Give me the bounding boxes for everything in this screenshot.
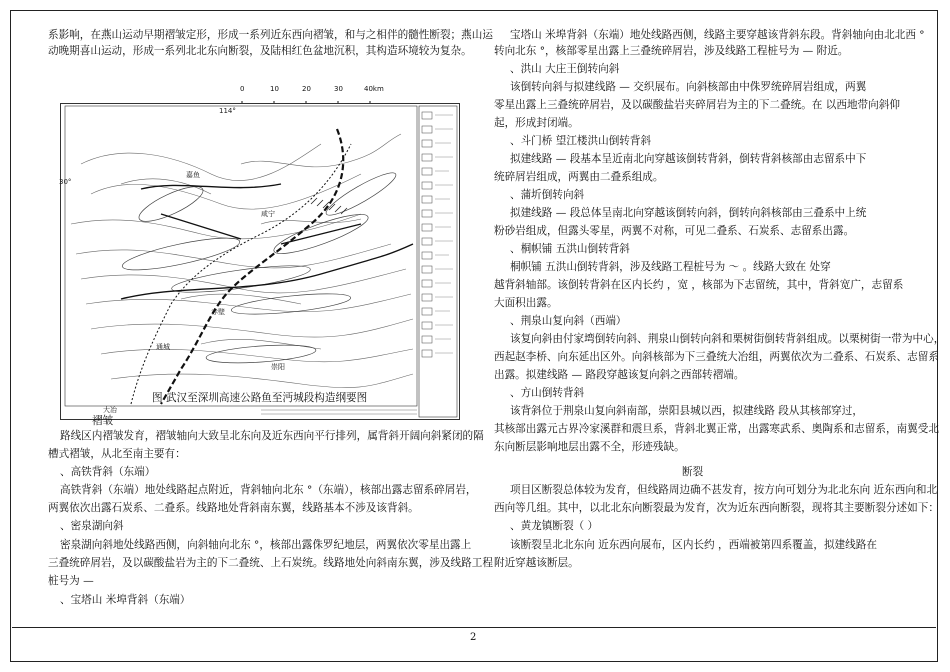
place-label: 通城 bbox=[156, 343, 170, 351]
place-label: 咸宁 bbox=[261, 210, 275, 218]
text-line: 项目区断裂总体较为发育，但线路周边确不甚发育，按方向可划分为北北东向 近东西向和北 bbox=[510, 484, 938, 496]
text-line: 三叠统碎屑岩，及以碳酸盐岩为主的下二叠统、上石炭统。线路地处向斜南东翼，涉及线路工程 bbox=[48, 557, 493, 569]
text-line: 粉砂岩组成，但露头零星，两翼不对称，可见二叠系、石炭系、志留系出露。 bbox=[494, 225, 855, 237]
text-line: 路线区内褶皱发育，褶皱轴向大致呈北东向及近东西向平行排列，属背斜开阔向斜紧闭的隔 bbox=[60, 430, 484, 442]
text-line: 起，形成封闭端。 bbox=[494, 117, 579, 129]
place-label: 嘉鱼 bbox=[186, 171, 200, 179]
text-line: 拟建线路 — 段总体呈南北向穿越该倒转向斜，倒转向斜核部由三叠系中上统 bbox=[510, 207, 867, 219]
scale-label: 10 bbox=[270, 85, 279, 93]
subheading: 、斗门桥 望江楼洪山倒转背斜 bbox=[510, 135, 652, 147]
text-line: 该背斜位于荆泉山复向斜南部，崇阳县城以西，拟建线路 段从其核部穿过， bbox=[510, 405, 863, 417]
subheading: 、黄龙镇断裂（ ） bbox=[510, 520, 599, 532]
text-line: 密泉湖向斜地处线路西侧，向斜轴向北东 °，核部出露侏罗纪地层，两翼依次零星出露上 bbox=[60, 539, 472, 551]
scale-label: 20 bbox=[302, 85, 311, 93]
text-line: 越背斜轴部。该倒转背斜在区内长约 ，宽 ，核部为下志留统，其中，背斜宽广，志留系 bbox=[494, 279, 904, 291]
text-line: 桐帜铺 五洪山倒转背斜，涉及线路工程桩号为 ～ 。线路大致在 处穿 bbox=[510, 261, 831, 273]
subheading: 、荆泉山复向斜（西端） bbox=[510, 315, 627, 327]
figure-caption: 图 武汉至深圳高速公路鱼至沔城段构造纲要图 bbox=[152, 392, 368, 404]
place-label: 大冶 bbox=[103, 406, 117, 414]
text-line: 转向北东 °，核部零星出露上三叠统碎屑岩，涉及线路工程桩号为 — 附近。 bbox=[494, 45, 849, 57]
subheading: 、宝塔山 米埠背斜（东端） bbox=[60, 594, 191, 606]
text-line: 西向等几组。其中，以北北东向断裂最为发育，次为近东西向断裂，现将其主要断裂分述如下： bbox=[494, 502, 939, 514]
scale-label: 40km bbox=[364, 85, 384, 93]
lat-label: 30° bbox=[59, 178, 72, 186]
map-graphic bbox=[61, 104, 459, 419]
subheading: 、洪山 大庄王倒转向斜 bbox=[510, 63, 620, 75]
text-line: 零星出露上三叠统碎屑岩，及以碳酸盐岩夹碎屑岩为主的下二叠统。在 以西地带向斜仰 bbox=[494, 99, 900, 111]
text-line: 该复向斜由付家塆倒转向斜、荆泉山倒转向斜和栗树街倒转背斜组成。以栗树街一带为中心， bbox=[510, 333, 945, 345]
text-line: 该断裂呈北北东向 近东西向展布，区内长约 ，西端被第四系覆盖，拟建线路在 bbox=[510, 539, 877, 551]
text-line: 东向断层影响地层出露不全，形迹残缺。 bbox=[494, 441, 685, 453]
text-line: 该倒转向斜与拟建线路 — 交织展布。向斜核部由中侏罗统碎屑岩组成，两翼 bbox=[510, 81, 867, 93]
footer-rule bbox=[12, 627, 936, 628]
text-line: 附近穿越该断层。 bbox=[494, 557, 579, 569]
place-label: 赤壁 bbox=[211, 308, 225, 316]
subheading: 、桐帜铺 五洪山倒转背斜 bbox=[510, 243, 630, 255]
text-line: 其核部出露元古界冷家溪群和震旦系，背斜北翼正常，出露寒武系、奥陶系和志留系，南翼受北 bbox=[494, 423, 939, 435]
text-line: 西起赵李桥、向东延出区外。向斜核部为下三叠统大冶组，两翼依次为二叠系、石炭系、志留系 bbox=[494, 351, 939, 363]
place-label: 崇阳 bbox=[271, 363, 285, 371]
section-heading: 褶皱 bbox=[92, 415, 114, 427]
page-number: 2 bbox=[470, 632, 477, 643]
text-line: 桩号为 — bbox=[48, 575, 94, 587]
subheading: 、密泉湖向斜 bbox=[60, 520, 124, 532]
text-line: 宝塔山 米埠背斜（东端）地处线路西侧，线路主要穿越该背斜东段。背斜轴向由北北西 ° bbox=[510, 29, 925, 41]
geologic-structure-map bbox=[60, 103, 460, 420]
scale-label: 0 bbox=[240, 85, 245, 93]
text-line: 出露。拟建线路 — 路段穿越该复向斜之西部转褶端。 bbox=[494, 369, 745, 381]
text-line: 统碎屑岩组成，两翼由二叠系组成。 bbox=[494, 171, 664, 183]
text-line: 两翼依次出露石炭系、二叠系。线路地处背斜南东翼，线路基本不涉及该背斜。 bbox=[48, 502, 419, 514]
subheading: 、高铁背斜（东端） bbox=[60, 466, 156, 478]
text-line: 槽式褶皱，从北至南主要有： bbox=[48, 448, 186, 460]
lon-label: 114° bbox=[219, 107, 236, 115]
text-line: 拟建线路 — 段基本呈近南北向穿越该倒转背斜，倒转背斜核部由志留系中下 bbox=[510, 153, 867, 165]
text-line: 动晚期喜山运动，形成一系列北北东向断裂，及陆相红色盆地沉积，其构造环境较为复杂。 bbox=[48, 45, 472, 57]
scale-label: 30 bbox=[334, 85, 343, 93]
subheading: 、蒲圻倒转向斜 bbox=[510, 189, 585, 201]
text-line: 系影响，在燕山运动早期褶皱定形，形成一系列近东西向褶皱，和与之相伴的髓性断裂；燕山运 bbox=[48, 29, 493, 41]
text-line: 大面积出露。 bbox=[494, 297, 558, 309]
text-line: 高铁背斜（东端）地处线路起点附近，背斜轴向北东 °（东端），核部出露志留系碎屑岩， bbox=[60, 484, 477, 496]
section-heading: 断裂 bbox=[682, 466, 704, 478]
subheading: 、方山倒转背斜 bbox=[510, 387, 585, 399]
